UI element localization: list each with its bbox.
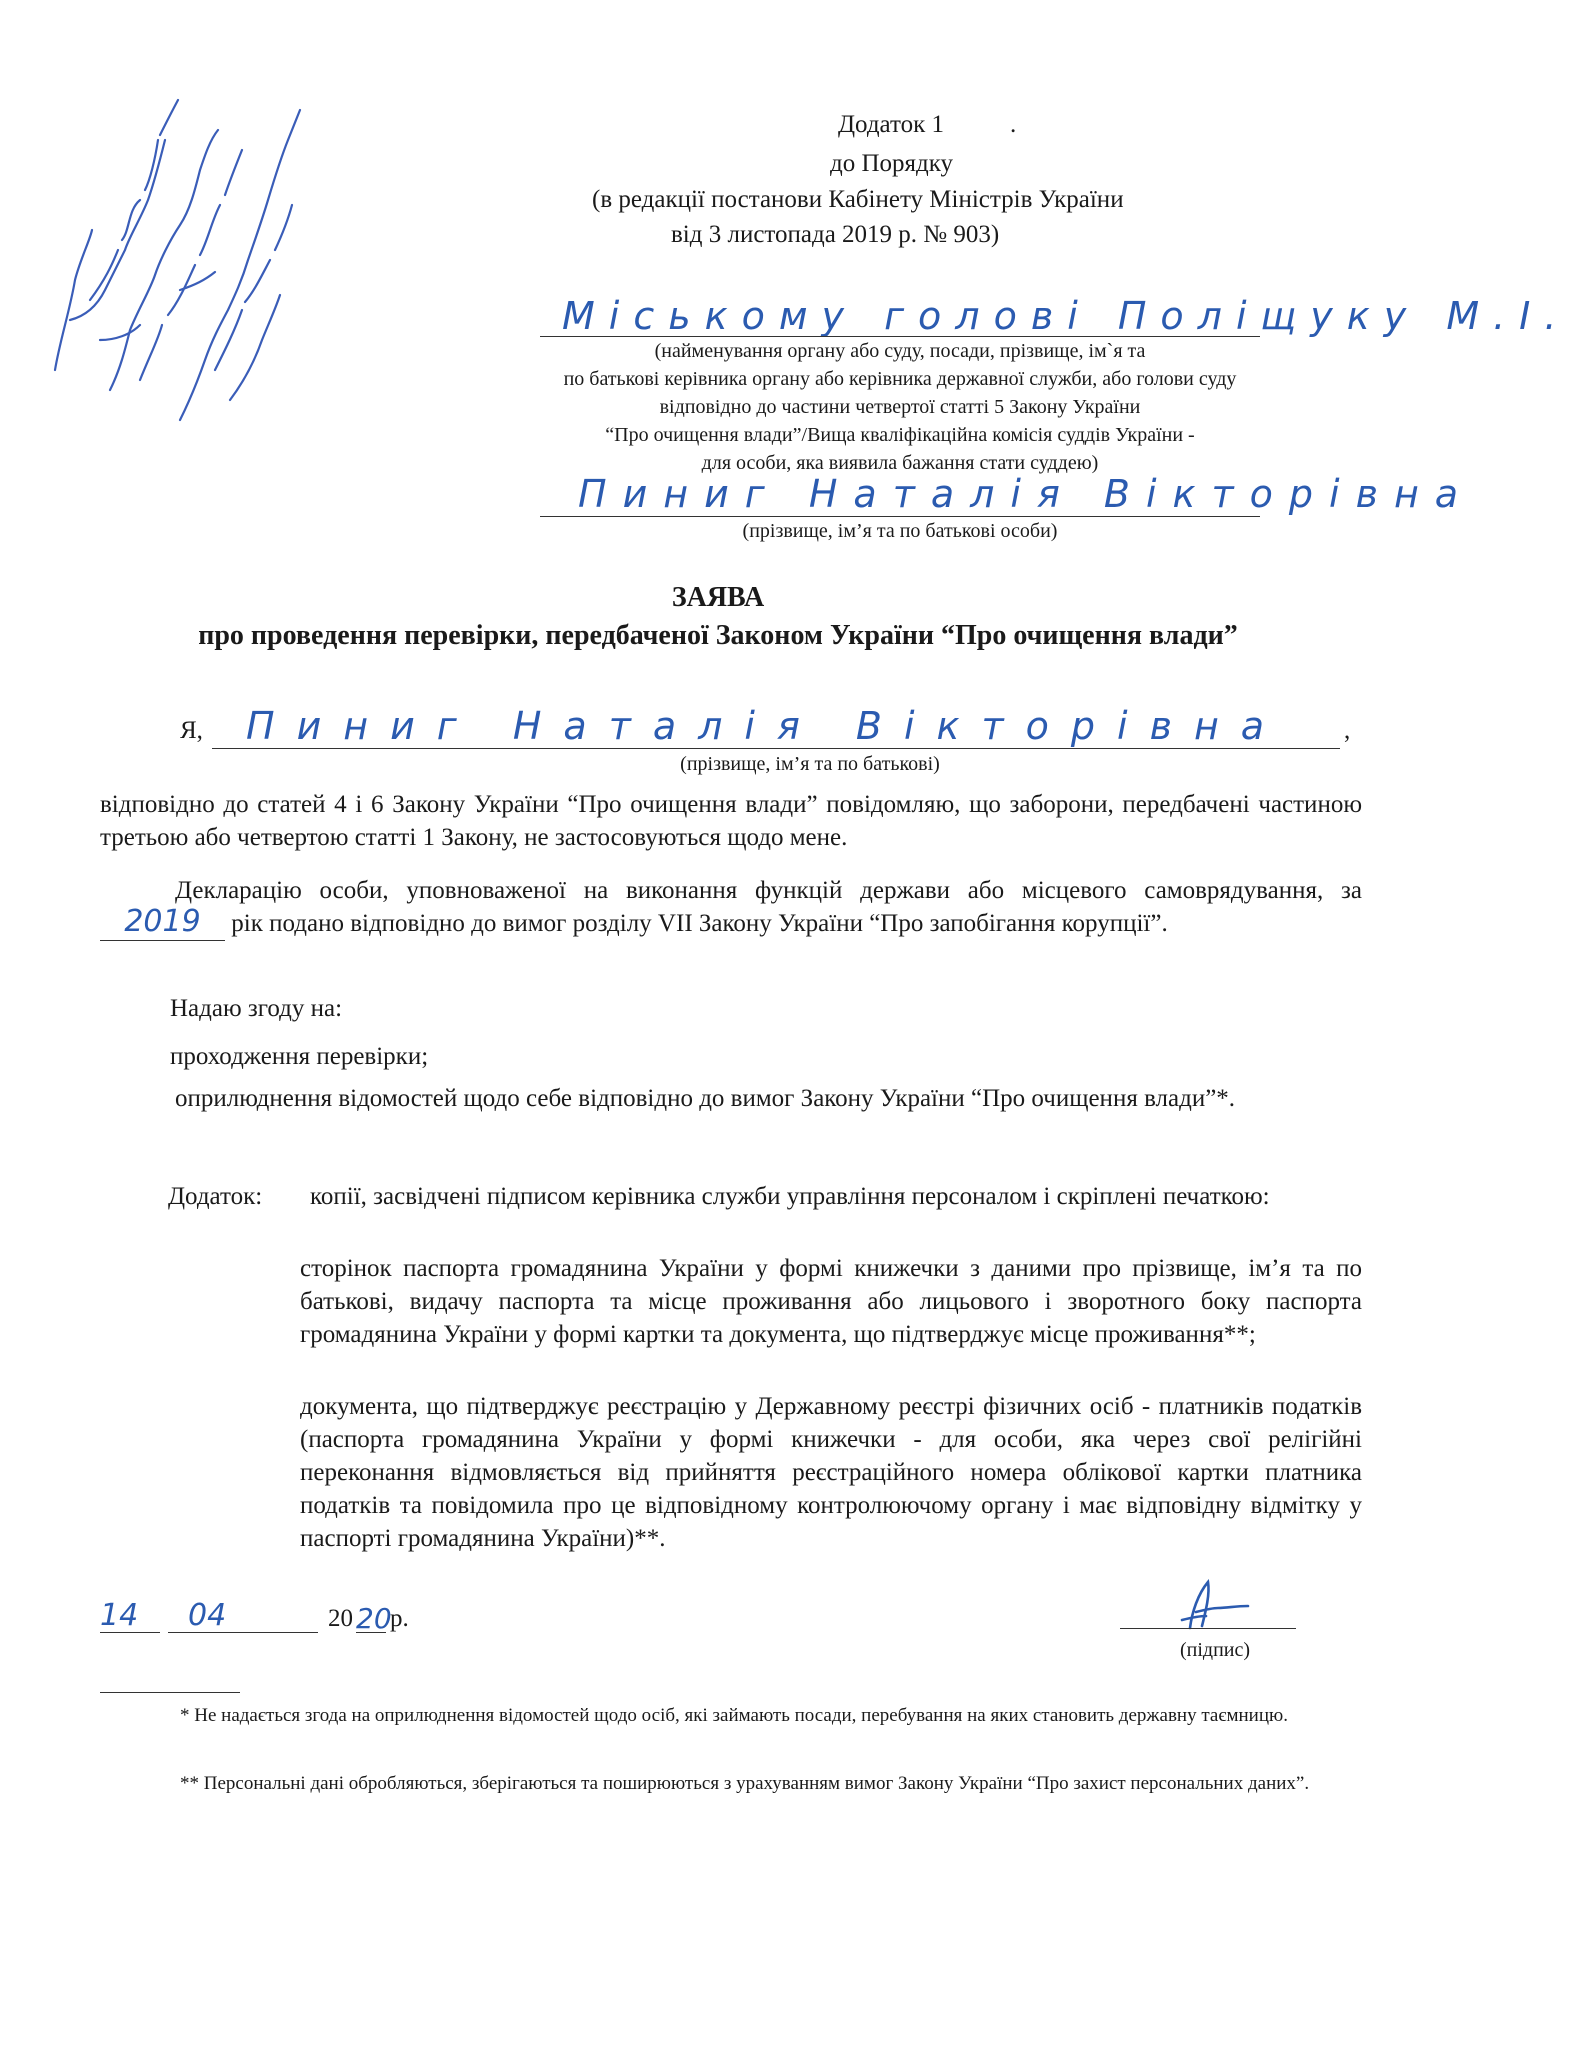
statement-prefix: Я, xyxy=(180,717,203,744)
date-suffix: р. xyxy=(390,1605,409,1632)
consent-intro: Надаю згоду на: xyxy=(170,995,343,1022)
statement-name-underline xyxy=(212,748,1340,749)
addressee-caption-line-3: відповідно до частини четвертої статті 5 Закону України xyxy=(659,396,1141,418)
header-line-3: (в редакції постанови Кабінету Міністрів України xyxy=(592,186,1124,213)
date-month: 04 xyxy=(188,1598,227,1633)
header-dot: . xyxy=(1010,111,1017,138)
footnote-separator xyxy=(100,1692,240,1693)
consent-item-2: оприлюднення відомостей щодо себе відповідно до вимог Закону України “Про очищення влади”*. xyxy=(175,1085,1236,1112)
date-year-suffix: 20 xyxy=(356,1602,392,1635)
margin-handwriting xyxy=(30,40,320,460)
header-line-1: Додаток 1 xyxy=(838,111,944,138)
attachment-item-2: сторінок паспорта громадянина України у формі книжечки з даними про прізвище, ім’я та по батькові, видачу паспорта та місце проживання або лицьового і зворотного боку паспорта громадянина України у формі картки та документа, що підтверджує місце проживання**; xyxy=(300,1255,1362,1348)
addressee-caption-line-5: для особи, яка виявила бажання стати суддею) xyxy=(701,452,1099,474)
margin-resolution xyxy=(30,40,320,460)
paragraph-2 xyxy=(100,874,1362,941)
attachments-label: Додаток: xyxy=(168,1183,263,1210)
declaration-year-handwriting: 2019 xyxy=(124,904,201,939)
signature-underline xyxy=(1120,1628,1296,1629)
signature-caption: (підпис) xyxy=(1179,1639,1251,1661)
paragraph-2-end: рік подано відповідно до вимог розділу VII Закону України “Про запобігання корупції”. xyxy=(231,910,1168,937)
addressee-caption-line-1: (найменування органу або суду, посади, прізвище, ім`я та xyxy=(654,340,1146,362)
applicant-handwriting: Пиниг Наталія Вікторівна xyxy=(578,472,1475,516)
header-line-2: до Порядку xyxy=(830,150,954,177)
document-subtitle: про проведення перевірки, передбаченої Законом України “Про очищення влади” xyxy=(198,620,1238,651)
statement-caption: (прізвище, ім’я та по батькові) xyxy=(680,753,940,775)
attachment-item-3: документа, що підтверджує реєстрацію у Державному реєстрі фізичних осіб - платників податків (паспорта громадянина України у формі книжечки - для особи, яка через свої релігійні переконання відмовляється від прийняття реєстраційного номера облікової картки платника податків та повідомила про це відповідному контролюючому органу і має відповідну відмітку у паспорті громадянина України)**. xyxy=(300,1393,1362,1552)
date-day: 14 xyxy=(100,1598,139,1633)
signature-mark xyxy=(1120,1572,1300,1642)
consent-item-1: проходження перевірки; xyxy=(170,1043,429,1070)
statement-name-handwriting: Пиниг Наталія Вікторівна xyxy=(246,704,1287,748)
date-year-prefix: 20 xyxy=(328,1605,353,1632)
addressee-caption-line-2: по батькові керівника органу або керівника державної служби, або голови суду xyxy=(563,368,1237,390)
document-title: ЗАЯВА xyxy=(671,582,765,613)
footnote-1: * Не надається згода на оприлюднення відомостей щодо осіб, які займають посади, перебування на яких становить державну таємницю. xyxy=(180,1705,1288,1726)
applicant-caption: (прізвище, ім’я та по батькові особи) xyxy=(742,520,1058,542)
footnote-2: ** Персональні дані обробляються, зберігаються та поширюються з урахуванням вимог Закону України “Про захист персональних даних”. xyxy=(180,1773,1310,1794)
addressee-caption-line-4: “Про очищення влади”/Вища кваліфікаційна комісія суддів України - xyxy=(605,424,1195,446)
header-line-4: від 3 листопада 2019 р. № 903) xyxy=(671,221,1000,248)
attachment-item-1: копії, засвідчені підписом керівника служби управління персоналом і скріплені печаткою: xyxy=(310,1183,1270,1210)
declaration-year-field xyxy=(100,904,225,941)
date-year-underline xyxy=(356,1632,386,1633)
paragraph-1: відповідно до статей 4 і 6 Закону України “Про очищення влади” повідомляю, що заборони, передбачені частиною третьою або четвертою статті 1 Закону, не застосовуються щодо мене. xyxy=(100,791,1362,851)
paragraph-2-start: Декларацію особи, уповноваженої на виконання функцій держави або місцевого самоврядування, за xyxy=(175,877,1362,904)
addressee-caption xyxy=(440,337,1360,477)
statement-comma: , xyxy=(1344,717,1351,744)
addressee-handwriting: Міському голові Поліщуку М.І. xyxy=(562,294,1570,338)
